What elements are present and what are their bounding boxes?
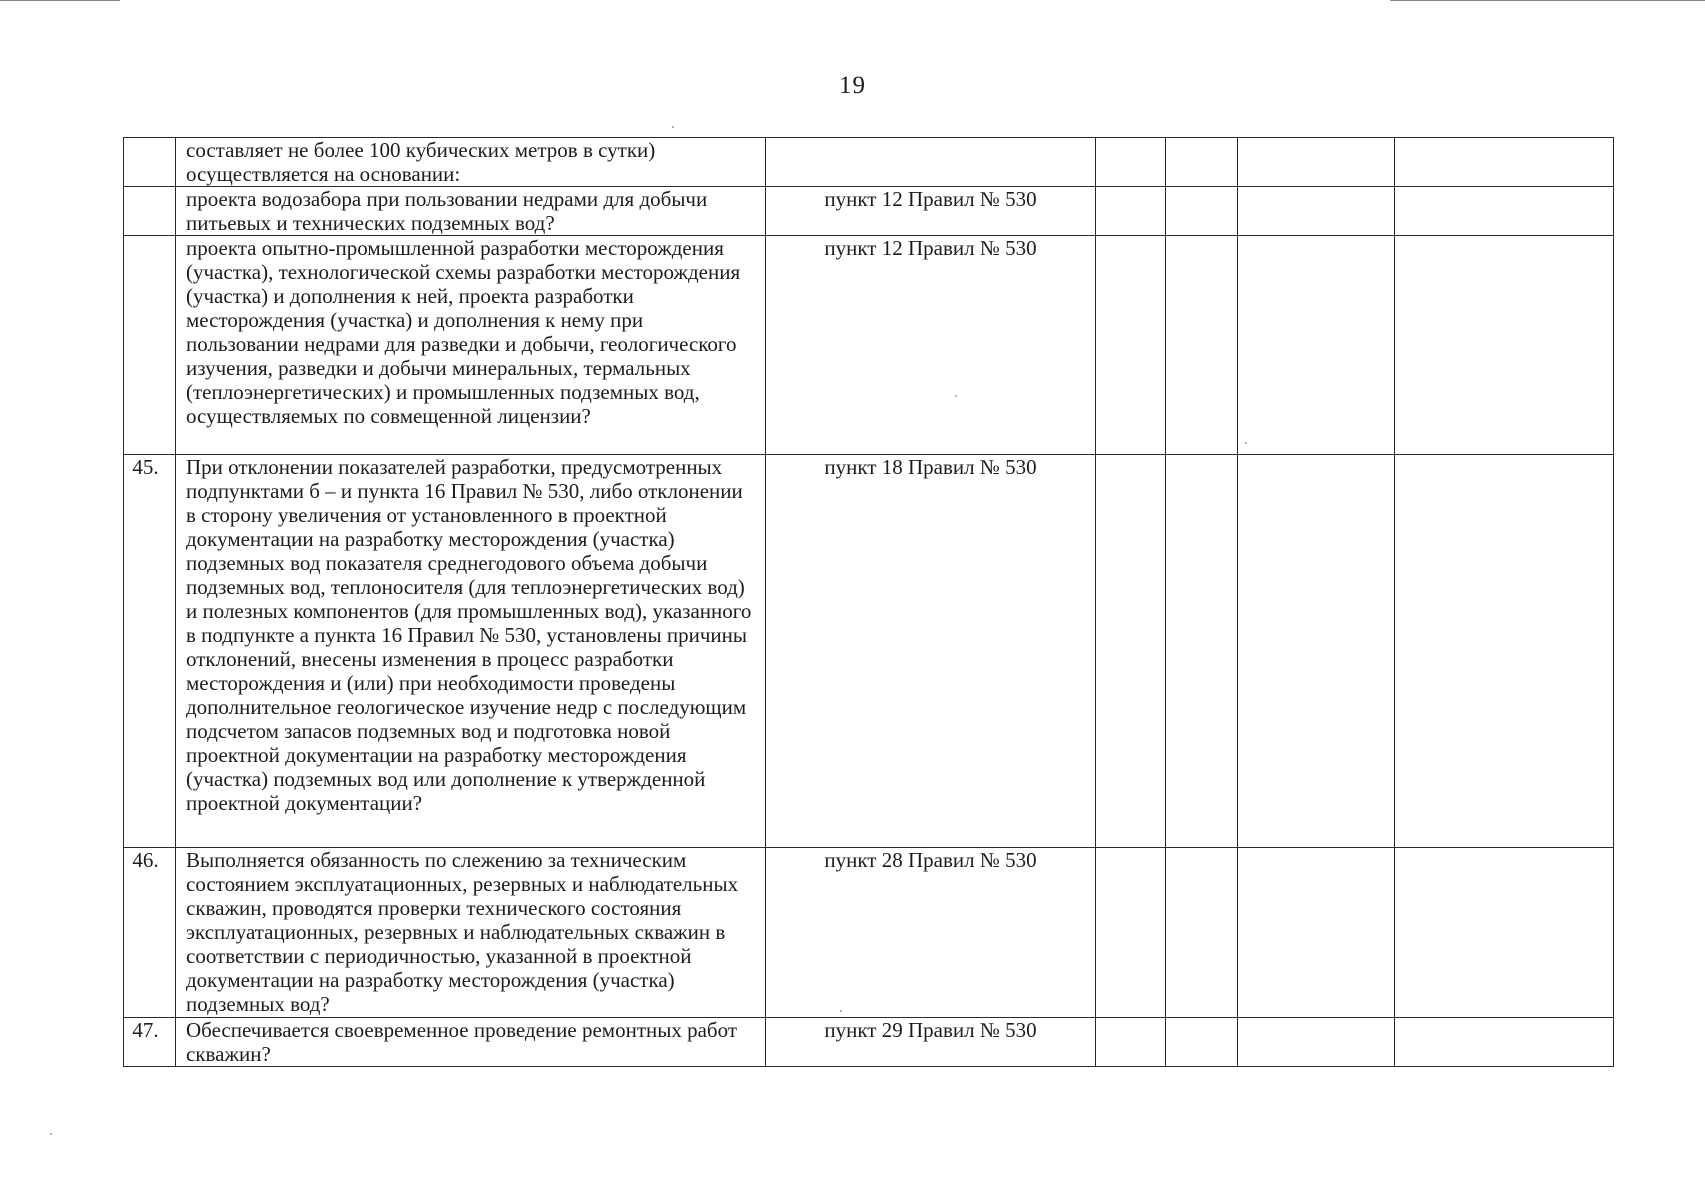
question-cell: проекта водозабора при пользовании недрами для добычи питьевых и технических подземных вод? [176,187,766,236]
reference-cell: пункт 29 Правил № 530 [766,1018,1096,1067]
note-cell[interactable] [1395,848,1614,1018]
note-cell[interactable] [1395,187,1614,236]
question-cell: Выполняется обязанность по слежению за техническим состоянием эксплуатационных, резервных и наблюдательных скважин, проводятся проверки технического состояния эксплуатационных, резервных и наблюдательных скважин в соответствии с периодичностью, указанной в проектной документации на разработку месторождения (участка) подземных вод? [176,848,766,1018]
question-cell: составляет не более 100 кубических метров в сутки) осуществляется на основании: [176,138,766,187]
table-row [124,848,1614,1018]
question-cell: При отклонении показателей разработки, предусмотренных подпунктами б – и пункта 16 Правил № 530, либо отклонении в сторону увеличения от установленного в проектной документации на разработку месторождения (участка) подземных вод показателя среднегодового объема добычи подземных вод, теплоносителя (для теплоэнергетических вод) и полезных компонентов (для промышленных вод), указанного в подпункте а пункта 16 Правил № 530, установлены причины отклонений, внесены изменения в процесс разработки месторождения и (или) при необходимости проведены дополнительное геологическое изучение недр с последующим подсчетом запасов подземных вод и подготовка новой проектной документации на разработку месторождения (участка) подземных вод или дополнение к утвержденной проектной документации? [176,455,766,848]
checklist-table [123,137,1614,1067]
answer-yes-cell[interactable] [1096,1018,1166,1067]
scan-speck [955,395,957,397]
note-cell[interactable] [1395,236,1614,455]
table-row [124,138,1614,187]
answer-no-cell[interactable] [1166,1018,1238,1067]
not-applicable-cell[interactable] [1238,187,1395,236]
scan-speck [672,126,674,128]
scan-speck [840,1010,842,1012]
reference-cell: пункт 12 Правил № 530 [766,236,1096,455]
scan-speck [1245,442,1247,444]
row-number: 45. [124,455,176,848]
scan-speck [50,1133,52,1135]
row-number [124,138,176,187]
answer-yes-cell[interactable] [1096,187,1166,236]
table-row [124,236,1614,455]
answer-no-cell[interactable] [1166,848,1238,1018]
scan-edge-mark [1390,0,1705,1]
reference-cell: пункт 12 Правил № 530 [766,187,1096,236]
row-number: 47. [124,1018,176,1067]
answer-no-cell[interactable] [1166,455,1238,848]
not-applicable-cell[interactable] [1238,138,1395,187]
not-applicable-cell[interactable] [1238,455,1395,848]
not-applicable-cell[interactable] [1238,848,1395,1018]
answer-yes-cell[interactable] [1096,455,1166,848]
reference-cell: пункт 28 Правил № 530 [766,848,1096,1018]
table-row [124,455,1614,848]
note-cell[interactable] [1395,138,1614,187]
scan-edge-mark [0,0,120,1]
answer-yes-cell[interactable] [1096,848,1166,1018]
question-cell: Обеспечивается своевременное проведение ремонтных работ скважин? [176,1018,766,1067]
row-number [124,236,176,455]
answer-yes-cell[interactable] [1096,138,1166,187]
reference-cell [766,138,1096,187]
row-number: 46. [124,848,176,1018]
answer-no-cell[interactable] [1166,138,1238,187]
note-cell[interactable] [1395,455,1614,848]
page-number: 19 [839,72,866,99]
table-row [124,1018,1614,1067]
note-cell[interactable] [1395,1018,1614,1067]
row-number [124,187,176,236]
answer-yes-cell[interactable] [1096,236,1166,455]
table-row [124,187,1614,236]
not-applicable-cell[interactable] [1238,1018,1395,1067]
question-cell: проекта опытно-промышленной разработки месторождения (участка), технологической схемы разработки месторождения (участка) и дополнения к ней, проекта разработки месторождения (участка) и дополнения к нему при пользовании недрами для разведки и добычи, геологического изучения, разведки и добычи минеральных, термальных (теплоэнергетических) и промышленных подземных вод, осуществляемых по совмещенной лицензии? [176,236,766,455]
reference-cell: пункт 18 Правил № 530 [766,455,1096,848]
answer-no-cell[interactable] [1166,187,1238,236]
not-applicable-cell[interactable] [1238,236,1395,455]
answer-no-cell[interactable] [1166,236,1238,455]
